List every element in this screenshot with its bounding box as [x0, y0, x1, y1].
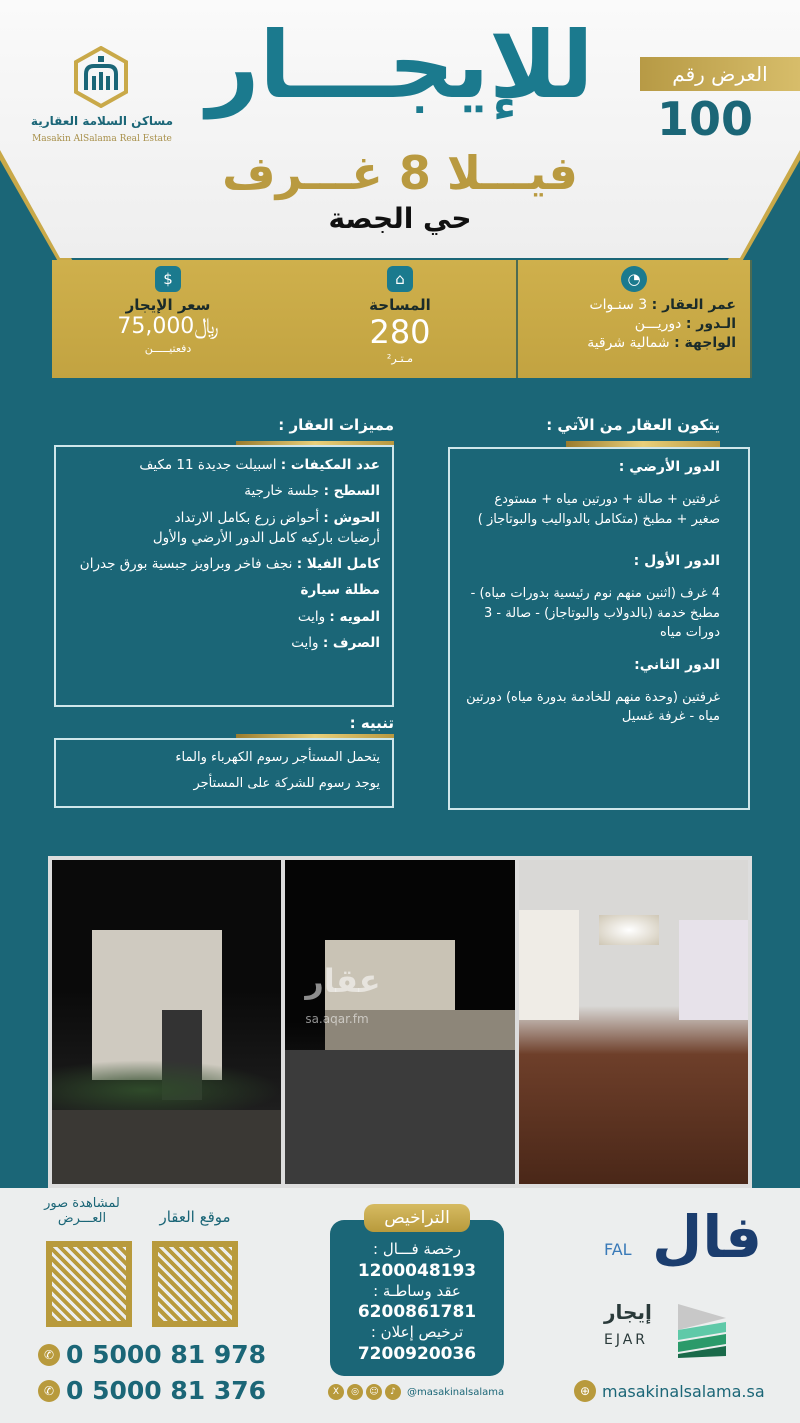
tiktok-icon[interactable]: ♪: [385, 1384, 401, 1400]
fal-logo-en: FAL: [604, 1240, 632, 1259]
licenses-panel: [330, 1220, 504, 1376]
license-number: 6200861781: [357, 1302, 477, 1323]
instagram-icon[interactable]: ◎: [347, 1384, 363, 1400]
area-column: [284, 260, 518, 378]
feature-item: الصرف : وايت: [291, 634, 380, 651]
social-handle[interactable]: @masakinalsalama: [407, 1386, 505, 1398]
house-icon: ⌂: [387, 266, 413, 292]
ejar-logo-en: EJAR: [604, 1332, 649, 1348]
ejar-icon: [674, 1300, 730, 1358]
area-unit: مـتـر²: [386, 352, 414, 365]
floor-name: الدور الثاني:: [634, 656, 720, 673]
globe-icon: ⊕: [574, 1380, 596, 1402]
license-number: 7200920036: [357, 1343, 477, 1364]
price-amount: 75,000: [117, 314, 195, 339]
phone-2[interactable]: ✆ 0 5000 81 376: [38, 1376, 266, 1405]
price-note: دفعتيـــــن: [144, 342, 192, 355]
offer-label: العرض رقم: [640, 57, 800, 91]
floor-name: الدور الأول :: [633, 553, 720, 569]
licenses-title: التراخيص: [364, 1204, 470, 1232]
feature-item: عدد المكيفات : اسبيلت جديدة 11 مكيف: [139, 457, 380, 473]
feature-item: السطح : جلسة خارجية: [244, 483, 380, 500]
area-value: 280: [369, 313, 431, 351]
price-value: [52, 316, 284, 338]
phone-icon: ✆: [38, 1344, 60, 1366]
detail-floors: الـدور : دوريـــن: [634, 315, 736, 332]
detail-facade: الواجهة : شمالية شرقية: [587, 334, 736, 351]
photo-exterior-2[interactable]: [285, 860, 514, 1184]
price-column: [52, 260, 284, 378]
price-label: سعر الإيجار: [125, 296, 211, 314]
floor-desc: 4 غرف (اثنين منهم نوم رئيسية بدورات مياه) - مطبخ خدمة (بالدولاب والبوتاجاز) - صالة - 3 دورات مياه: [470, 586, 720, 640]
photo-interior[interactable]: [519, 860, 748, 1184]
qr-code-photos[interactable]: [46, 1241, 132, 1327]
photo-gallery: [48, 856, 752, 1188]
phone-icon: ✆: [38, 1380, 60, 1402]
clock-icon: ◔: [621, 266, 647, 292]
brand-name-en: Masakin AlSalama Real Estate: [32, 134, 172, 144]
feature-item: أرضيات باركيه كامل الدور الأرضي والأول: [152, 529, 380, 546]
feature-item: الحوش : أحواض زرع بكامل الارتداد: [174, 509, 380, 526]
notice-title: تنبيه :: [349, 714, 394, 732]
area-label: المساحة: [369, 296, 431, 314]
fal-logo: فال: [652, 1203, 763, 1271]
ejar-logo-ar: إيجار: [604, 1300, 652, 1324]
social-links: [328, 1384, 504, 1400]
qr-location-label: موقع العقار: [159, 1208, 231, 1226]
photo-exterior-1[interactable]: [52, 860, 281, 1184]
currency: ﷼: [194, 314, 219, 339]
license-label: ترخيص إعلان :: [370, 1323, 464, 1342]
notice-box: [54, 738, 394, 808]
floor-desc: غرفتين (وحدة منهم للخادمة بدورة مياه) دورتين مياه - غرفة غسيل: [466, 689, 720, 724]
qr-photos-label: لمشاهدة صور العـــرض: [44, 1196, 120, 1226]
dollar-icon: $: [155, 266, 181, 292]
watermark-ar: عقار: [305, 962, 381, 1000]
district: حي الجصة: [328, 202, 472, 235]
floor-desc: غرفتين + صالة + دورتين مياه + مستودع صغير + مطبخ (متكامل بالدواليب والبوتاجاز ): [477, 492, 720, 527]
qr-code-location[interactable]: [152, 1241, 238, 1327]
feature-item: كامل الفيلا : نجف فاخر وبراويز جبسية بورق جدران: [79, 556, 380, 572]
offer-number: 100: [656, 92, 754, 146]
logo-icon: [74, 46, 128, 108]
feature-item: المويه : وايت: [297, 608, 380, 625]
license-number: 1200048193: [357, 1260, 477, 1281]
composition-box: [448, 447, 750, 810]
phone-1[interactable]: ✆ 0 5000 81 978: [38, 1340, 266, 1369]
property-type: فيـــلا 8 غـــرف: [222, 146, 578, 200]
info-bar: [52, 260, 752, 378]
composition-title: يتكون العقار من الآتي :: [546, 416, 720, 434]
watermark-en: sa.aqar.fm: [305, 1012, 369, 1026]
x-icon[interactable]: X: [328, 1384, 344, 1400]
details-column: [518, 260, 752, 378]
license-label: رخصة فـــال :: [373, 1240, 461, 1258]
detail-age: عمر العقار : 3 سنـوات: [589, 297, 736, 313]
features-box: [54, 445, 394, 707]
features-title: مميزات العقار :: [278, 416, 394, 434]
page-title: للإيجـــار: [206, 12, 594, 119]
feature-item: مظلة سيارة: [300, 582, 380, 599]
notice-item: يتحمل المستأجر رسوم الكهرباء والماء: [175, 750, 380, 765]
license-label: عقد وساطـة :: [373, 1281, 461, 1300]
brand-name-ar: مساكن السلامة العقارية: [30, 114, 174, 128]
notice-item: يوجد رسوم للشركة على المستأجر: [193, 775, 380, 791]
floor-name: الدور الأرضي :: [618, 459, 720, 475]
website-link[interactable]: ⊕ masakinalsalama.sa: [574, 1380, 765, 1402]
snapchat-icon[interactable]: ☺: [366, 1384, 382, 1400]
